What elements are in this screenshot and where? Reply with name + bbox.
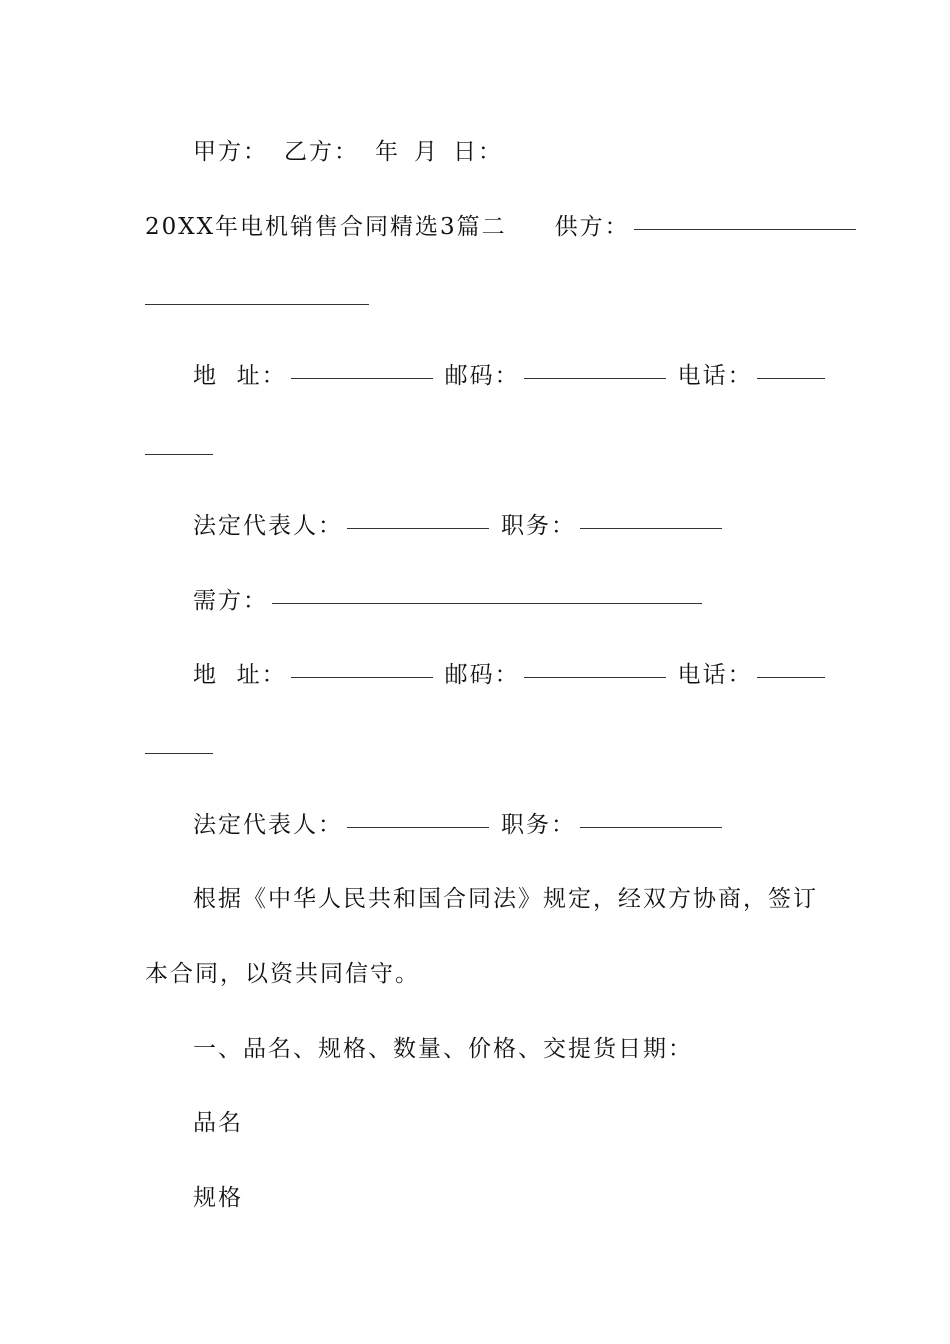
supplier-position-label: 职务：	[501, 513, 576, 539]
section-1-heading: 一、品名、规格、数量、价格、交提货日期：	[193, 1036, 693, 1062]
document-title: 20XX年电机销售合同精选3篇二	[145, 214, 507, 240]
title-line	[145, 211, 825, 243]
supplier-rep-line	[193, 510, 873, 542]
buyer-address-label: 地 址：	[193, 662, 287, 688]
supplier-phone-blank-cont	[145, 453, 213, 455]
supplier-label: 供方：	[554, 214, 630, 240]
preamble-line-1: 根据《中华人民共和国合同法》规定，经双方协商，签订	[193, 886, 818, 912]
supplier-contact-line	[193, 360, 873, 392]
buyer-phone-label: 电话：	[677, 662, 753, 688]
month-label: 月	[414, 139, 439, 165]
party-a-label: 甲方：	[193, 139, 268, 165]
buyer-phone-blank	[757, 676, 825, 678]
spec-label: 规格	[193, 1185, 243, 1211]
year-label: 年	[375, 139, 400, 165]
buyer-position-blank	[580, 826, 722, 828]
buyer-contact-line	[193, 659, 873, 691]
buyer-blank	[272, 602, 702, 604]
buyer-line	[193, 585, 873, 617]
buyer-rep-line	[193, 809, 873, 841]
buyer-position-label: 职务：	[501, 812, 576, 838]
buyer-rep-label: 法定代表人：	[193, 812, 343, 838]
signature-date-line	[193, 136, 873, 168]
supplier-phone-blank	[757, 377, 825, 379]
supplier-postcode-blank	[524, 377, 666, 379]
buyer-phone-blank-cont	[145, 752, 213, 754]
item-name-label: 品名	[193, 1110, 243, 1136]
supplier-rep-blank	[347, 527, 489, 529]
supplier-address-blank	[291, 377, 433, 379]
supplier-blank	[634, 228, 856, 230]
day-label: 日：	[453, 139, 503, 165]
supplier-address-label: 地 址：	[193, 363, 287, 389]
supplier-phone-continuation	[145, 436, 825, 468]
supplier-blank-continuation	[145, 286, 825, 318]
party-b-label: 乙方：	[284, 139, 359, 165]
supplier-rep-label: 法定代表人：	[193, 513, 343, 539]
buyer-phone-continuation	[145, 735, 825, 767]
buyer-rep-blank	[347, 826, 489, 828]
preamble-line-2: 本合同，以资共同信守。	[145, 961, 420, 987]
buyer-postcode-blank	[524, 676, 666, 678]
supplier-position-blank	[580, 527, 722, 529]
buyer-label: 需方：	[193, 588, 268, 614]
buyer-postcode-label: 邮码：	[444, 662, 520, 688]
supplier-postcode-label: 邮码：	[444, 363, 520, 389]
supplier-phone-label: 电话：	[677, 363, 753, 389]
buyer-address-blank	[291, 676, 433, 678]
supplier-blank-cont	[145, 303, 369, 305]
